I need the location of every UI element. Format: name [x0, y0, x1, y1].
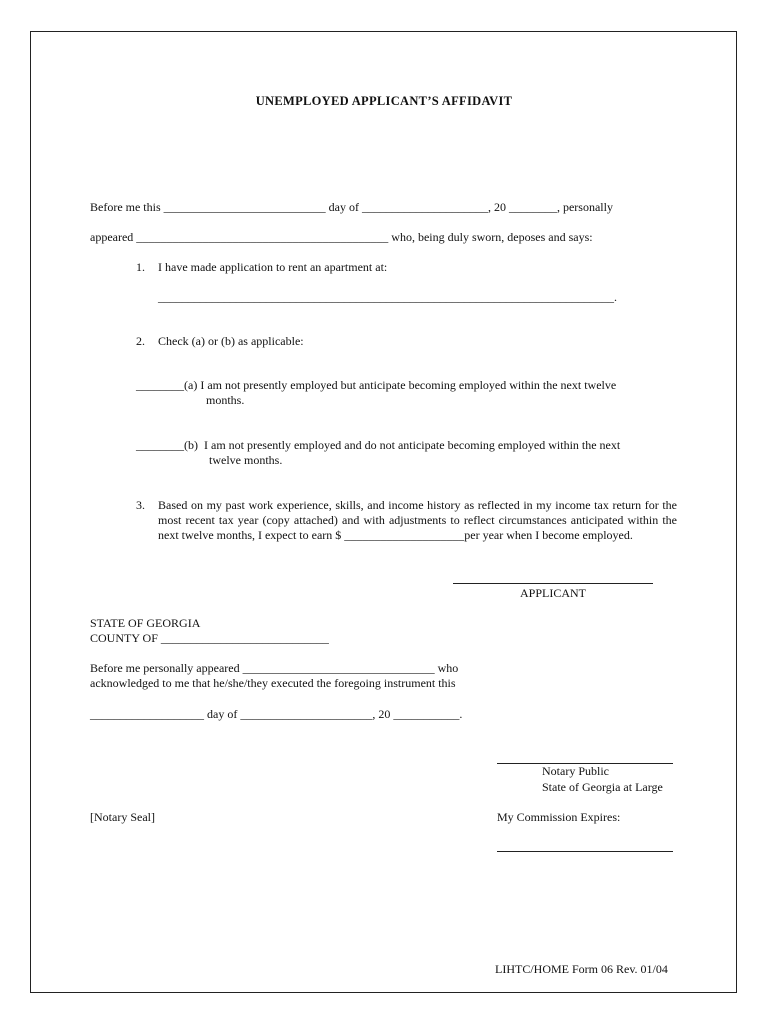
commission-expires-label: My Commission Expires: [497, 810, 621, 824]
applicant-signature-line [453, 583, 653, 584]
form-number: LIHTC/HOME Form 06 Rev. 01/04 [495, 962, 668, 976]
notary-date-line: ___________________ day of ______________________, 20 ___________. [90, 707, 463, 721]
item-2-text: Check (a) or (b) as applicable: [158, 334, 304, 348]
commission-expires-line [497, 851, 673, 852]
item-3-text: Based on my past work experience, skills, and income history as reflected in my income tax return for the most recent tax year (copy attached) and with adjustments to reflect circumstances anticipated within the next twelve months, I expect to earn $ ____________________per year when I become employed. [158, 498, 677, 542]
notary-seal-label: [Notary Seal] [90, 810, 155, 824]
state-line: STATE OF GEORGIA [90, 616, 201, 630]
intro-line-1: Before me this ___________________________ day of _____________________, 20 ________, personally [90, 200, 613, 214]
option-a-line-1: ________(a) I am not presently employed but anticipate becoming employed within the next twelve [136, 378, 617, 392]
applicant-label: APPLICANT [519, 586, 586, 600]
intro-line-2: appeared __________________________________________ who, being duly sworn, deposes and says: [90, 230, 593, 244]
option-b-line-1: ________(b) I am not presently employed and do not anticipate becoming employed within the next [136, 438, 621, 452]
option-a-line-2: months. [206, 393, 245, 407]
item-1-number: 1. [136, 260, 145, 274]
county-line: COUNTY OF ____________________________ [90, 631, 329, 645]
notary-text-line-2: acknowledged to me that he/she/they executed the foregoing instrument this [90, 676, 456, 690]
option-b-line-2: twelve months. [209, 453, 283, 467]
notary-state-label: State of Georgia at Large [542, 780, 663, 794]
item-2-number: 2. [136, 334, 145, 348]
notary-text-line-1: Before me personally appeared ________________________________ who [90, 661, 459, 675]
notary-public-label: Notary Public [542, 764, 609, 778]
document-title: UNEMPLOYED APPLICANT’S AFFIDAVIT [255, 94, 513, 108]
item-1-text: I have made application to rent an apartment at: [158, 260, 388, 274]
item-3-number: 3. [136, 498, 145, 512]
item-1-address-blank: ____________________________________________________________________________. [158, 290, 617, 304]
